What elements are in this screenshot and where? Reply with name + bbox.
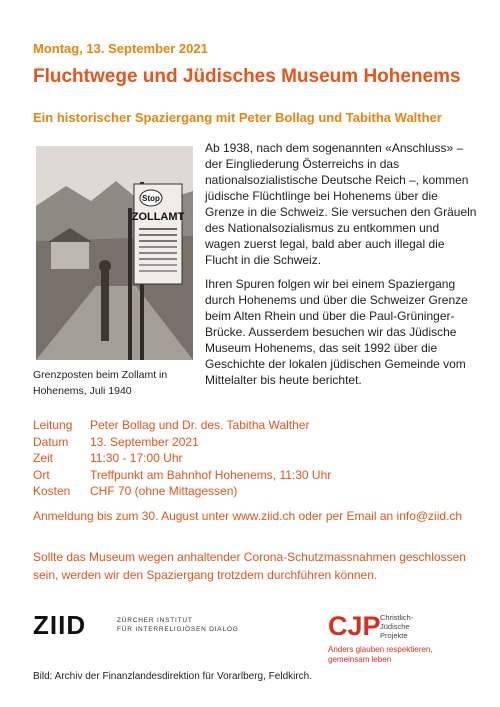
- event-date: Montag, 13. September 2021: [33, 41, 208, 56]
- detail-value: 11:30 - 17:00 Uhr: [90, 451, 183, 465]
- historic-photo: [36, 146, 193, 360]
- detail-row: [33, 450, 331, 467]
- cjp-tagline: [328, 645, 468, 665]
- cjp-tagline-line: Anders glauben respektieren,: [328, 645, 433, 654]
- page-title: Fluchtwege und Jüdisches Museum Hohenems: [33, 66, 461, 87]
- caption-line: Hohenems, Juli 1940: [33, 385, 132, 397]
- detail-label: Kosten: [33, 484, 71, 498]
- ziid-logo: [33, 610, 239, 640]
- registration-mid: oder per Email an: [295, 509, 397, 523]
- corona-note: Sollte das Museum wegen anhaltender Corona-Schutzmassnahmen geschlossen sein, werden wir den Spaziergang trotzdem durchführen können.: [33, 550, 466, 582]
- detail-label: Zeit: [33, 451, 54, 465]
- sign-title-text: ZOLLAMT: [131, 211, 185, 223]
- cjp-logo-line: Christlich-: [380, 613, 414, 622]
- photo-illustration: [36, 146, 193, 360]
- detail-row: [33, 467, 331, 484]
- detail-label: Ort: [33, 467, 50, 482]
- cjp-logo: [328, 611, 433, 664]
- body-paragraph: Ihren Spuren folgen wir bei einem Spaziergang durch Hohenems und über die Schweizer Grenze beim Alten Rhein und über die Paul-Grüninger-Brücke. Ausserdem besuchen wir das Jüdische Museum Hohenems, das seit 1992 über die Geschichte der lokalen jüdischen Gemeinde vom Mittelalter bis heute berichtet.: [205, 277, 468, 387]
- detail-label: Datum: [33, 434, 69, 449]
- detail-row: [33, 434, 331, 451]
- cjp-logo-mark: CJP: [328, 611, 381, 641]
- detail-value: Peter Bollag und Dr. des. Tabitha Walther: [90, 418, 310, 432]
- body-paragraph: Ab 1938, nach dem sogenannten «Anschluss» – der Eingliederung Österreichs in das nationalsozialistische Deutsche Reich –, kommen jüdische Flüchtlinge bei Hohenems über die Grenze in die Schweiz. Sie versuchen den Gräueln des Nationalsozialismus zu entkommen und wagen zuerst legal, bald aber auch illegal die Flucht in die Schweiz.: [205, 141, 477, 267]
- detail-label: Leitung: [33, 418, 73, 432]
- ziid-logo-line: ZÜRCHER INSTITUT: [117, 617, 193, 624]
- cjp-logo-text: [380, 613, 460, 640]
- detail-row: [33, 417, 331, 434]
- ziid-logo-mark: ZIID: [33, 610, 87, 640]
- image-credit: Bild: Archiv der Finanzlandesdirektion für Vorarlberg, Feldkirch.: [33, 671, 313, 682]
- ziid-logo-line: FÜR INTERRELIGIÖSEN DIALOG: [117, 626, 239, 633]
- detail-value: Treffpunkt am Bahnhof Hohenems, 11:30 Uhr: [90, 467, 332, 482]
- detail-row: [33, 483, 331, 500]
- photo-caption: [33, 367, 167, 399]
- website-link[interactable]: www.ziid.ch: [232, 509, 296, 523]
- registration-text: [33, 507, 473, 525]
- caption-line: Grenzposten beim Zollamt in: [33, 369, 168, 381]
- cjp-logo-line: Projekte: [380, 631, 408, 640]
- email-link[interactable]: info@ziid.ch: [396, 509, 463, 523]
- page-subtitle: Ein historischer Spaziergang mit Peter Bollag und Tabitha Walther: [33, 110, 442, 125]
- cjp-tagline-line: gemeinsam leben: [328, 655, 392, 664]
- body-text: [205, 140, 477, 396]
- sign-stop-text: Stop: [142, 194, 160, 203]
- registration-prefix: Anmeldung bis zum 30. August unter: [33, 509, 233, 523]
- event-details: [33, 417, 331, 500]
- detail-value: 13. September 2021: [90, 434, 199, 449]
- detail-value: CHF 70 (ohne Mittagessen): [90, 484, 238, 498]
- ziid-logo-text: [117, 616, 277, 634]
- cjp-logo-line: Jüdische: [380, 622, 410, 631]
